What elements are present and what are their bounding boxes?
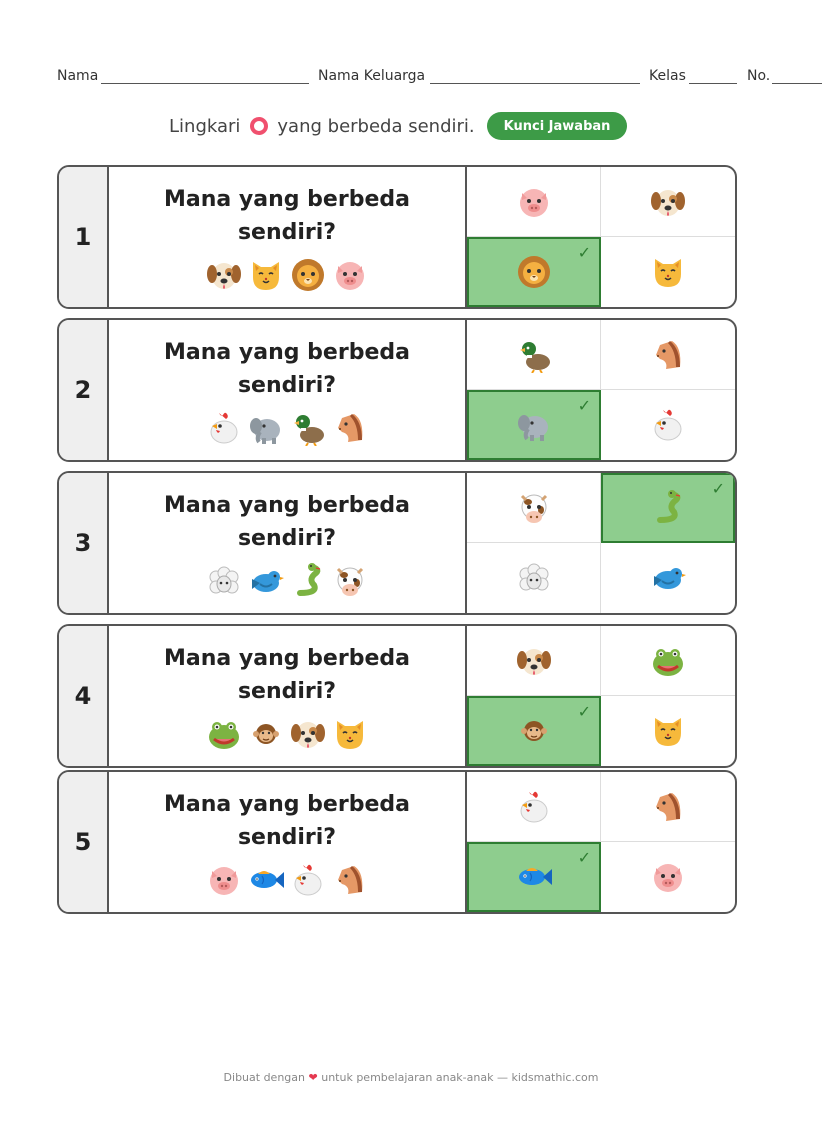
rooster-icon [650, 407, 686, 443]
answer-option[interactable] [601, 237, 735, 307]
pig-icon [516, 184, 552, 220]
checkmark-icon: ✓ [577, 396, 591, 415]
elephant-icon [516, 407, 552, 443]
checkmark-icon: ✓ [577, 702, 591, 721]
bird-icon [650, 560, 686, 596]
animal-row [109, 563, 465, 599]
answer-option-correct[interactable] [467, 390, 601, 460]
frog-icon [206, 716, 242, 752]
pig-icon [332, 257, 368, 293]
answer-option[interactable] [467, 543, 601, 613]
name-line [101, 83, 309, 84]
answer-option[interactable] [601, 696, 735, 766]
checkmark-icon: ✓ [577, 848, 591, 867]
question-text-line2: sendiri? [237, 679, 337, 704]
checkmark-icon: ✓ [577, 243, 591, 262]
answer-grid [467, 320, 735, 460]
question-text-line1: Mana yang berbeda [164, 792, 410, 817]
snake-icon [290, 563, 326, 599]
answer-option[interactable] [467, 320, 601, 390]
duck-icon [516, 337, 552, 373]
instruction-text-after: yang berbeda sendiri. [277, 115, 475, 137]
family-name-line [430, 83, 640, 84]
pig-icon [650, 859, 686, 895]
snake-icon [650, 490, 686, 526]
dog-icon [290, 716, 326, 752]
answer-option[interactable] [601, 772, 735, 842]
fish-icon [248, 862, 284, 898]
answer-grid [467, 772, 735, 912]
question-number: 1 [59, 167, 109, 307]
answer-option[interactable] [601, 390, 735, 460]
family-name-field[interactable] [318, 68, 425, 84]
answer-option[interactable] [601, 167, 735, 237]
question-text-line1: Mana yang berbeda [164, 646, 410, 671]
number-line [772, 83, 822, 84]
footer-text-before: Dibuat dengan [223, 1071, 305, 1084]
monkey-icon [248, 716, 284, 752]
cow-icon [516, 490, 552, 526]
question-text-line1: Mana yang berbeda [164, 187, 410, 212]
answer-option[interactable] [467, 473, 601, 543]
animal-row [109, 862, 465, 898]
question-card [57, 165, 737, 309]
duck-icon [290, 410, 326, 446]
rooster-icon [290, 862, 326, 898]
monkey-icon [516, 713, 552, 749]
question-text [109, 183, 465, 249]
elephant-icon [248, 410, 284, 446]
question-text-line2: sendiri? [237, 526, 337, 551]
answer-option-correct[interactable] [601, 473, 735, 543]
number-label: No. [747, 68, 771, 84]
answer-option[interactable] [467, 772, 601, 842]
instruction-text-before: Lingkari [169, 115, 241, 137]
question-prompt [109, 167, 467, 307]
horse-icon [332, 410, 368, 446]
answer-option-correct[interactable] [467, 842, 601, 912]
lion-icon [290, 257, 326, 293]
heart-icon: ❤ [308, 1071, 318, 1084]
checkmark-icon: ✓ [711, 479, 725, 498]
answer-option-correct[interactable] [467, 696, 601, 766]
dog-icon [516, 643, 552, 679]
fish-icon [516, 859, 552, 895]
answer-grid [467, 167, 735, 307]
horse-icon [650, 789, 686, 825]
question-text-line1: Mana yang berbeda [164, 340, 410, 365]
animal-row [109, 257, 465, 293]
question-text-line2: sendiri? [237, 825, 337, 850]
dog-icon [206, 257, 242, 293]
answer-key-button[interactable]: Kunci Jawaban [487, 112, 628, 140]
question-card [57, 624, 737, 768]
question-text [109, 489, 465, 555]
question-text-line1: Mana yang berbeda [164, 493, 410, 518]
horse-icon [332, 862, 368, 898]
question-prompt [109, 772, 467, 912]
question-text [109, 642, 465, 708]
cat-icon [248, 257, 284, 293]
footer-text-after: untuk pembelajaran anak-anak — kidsmathic.com [321, 1071, 599, 1084]
circle-icon [250, 117, 268, 135]
cat-icon [650, 254, 686, 290]
answer-option[interactable] [601, 842, 735, 912]
sheep-icon [516, 560, 552, 596]
footer [0, 1071, 822, 1084]
rooster-icon [516, 789, 552, 825]
answer-option[interactable] [601, 626, 735, 696]
answer-option[interactable] [467, 626, 601, 696]
question-card [57, 770, 737, 914]
question-card [57, 318, 737, 462]
answer-grid [467, 473, 735, 613]
frog-icon [650, 643, 686, 679]
answer-option[interactable] [467, 167, 601, 237]
rooster-icon [206, 410, 242, 446]
class-label: Kelas [649, 68, 686, 84]
class-field[interactable] [649, 68, 686, 84]
animal-row [109, 410, 465, 446]
answer-grid [467, 626, 735, 766]
instruction-row [169, 112, 627, 140]
dog-icon [650, 184, 686, 220]
number-field[interactable] [747, 68, 770, 84]
question-prompt [109, 320, 467, 460]
question-prompt [109, 473, 467, 613]
question-number: 5 [59, 772, 109, 912]
question-prompt [109, 626, 467, 766]
cat-icon [332, 716, 368, 752]
cat-icon [650, 713, 686, 749]
question-number: 4 [59, 626, 109, 766]
answer-option-correct[interactable] [467, 237, 601, 307]
question-text-line2: sendiri? [237, 373, 337, 398]
class-line [689, 83, 737, 84]
question-number: 3 [59, 473, 109, 613]
student-info-header [57, 68, 822, 88]
name-label: Nama [57, 68, 99, 84]
cow-icon [332, 563, 368, 599]
family-name-label: Nama Keluarga [318, 68, 426, 84]
sheep-icon [206, 563, 242, 599]
question-text [109, 788, 465, 854]
question-card [57, 471, 737, 615]
answer-option[interactable] [601, 543, 735, 613]
horse-icon [650, 337, 686, 373]
bird-icon [248, 563, 284, 599]
answer-option[interactable] [601, 320, 735, 390]
question-number: 2 [59, 320, 109, 460]
pig-icon [206, 862, 242, 898]
animal-row [109, 716, 465, 752]
name-field[interactable] [57, 68, 98, 84]
question-text [109, 336, 465, 402]
question-text-line2: sendiri? [237, 220, 337, 245]
lion-icon [516, 254, 552, 290]
